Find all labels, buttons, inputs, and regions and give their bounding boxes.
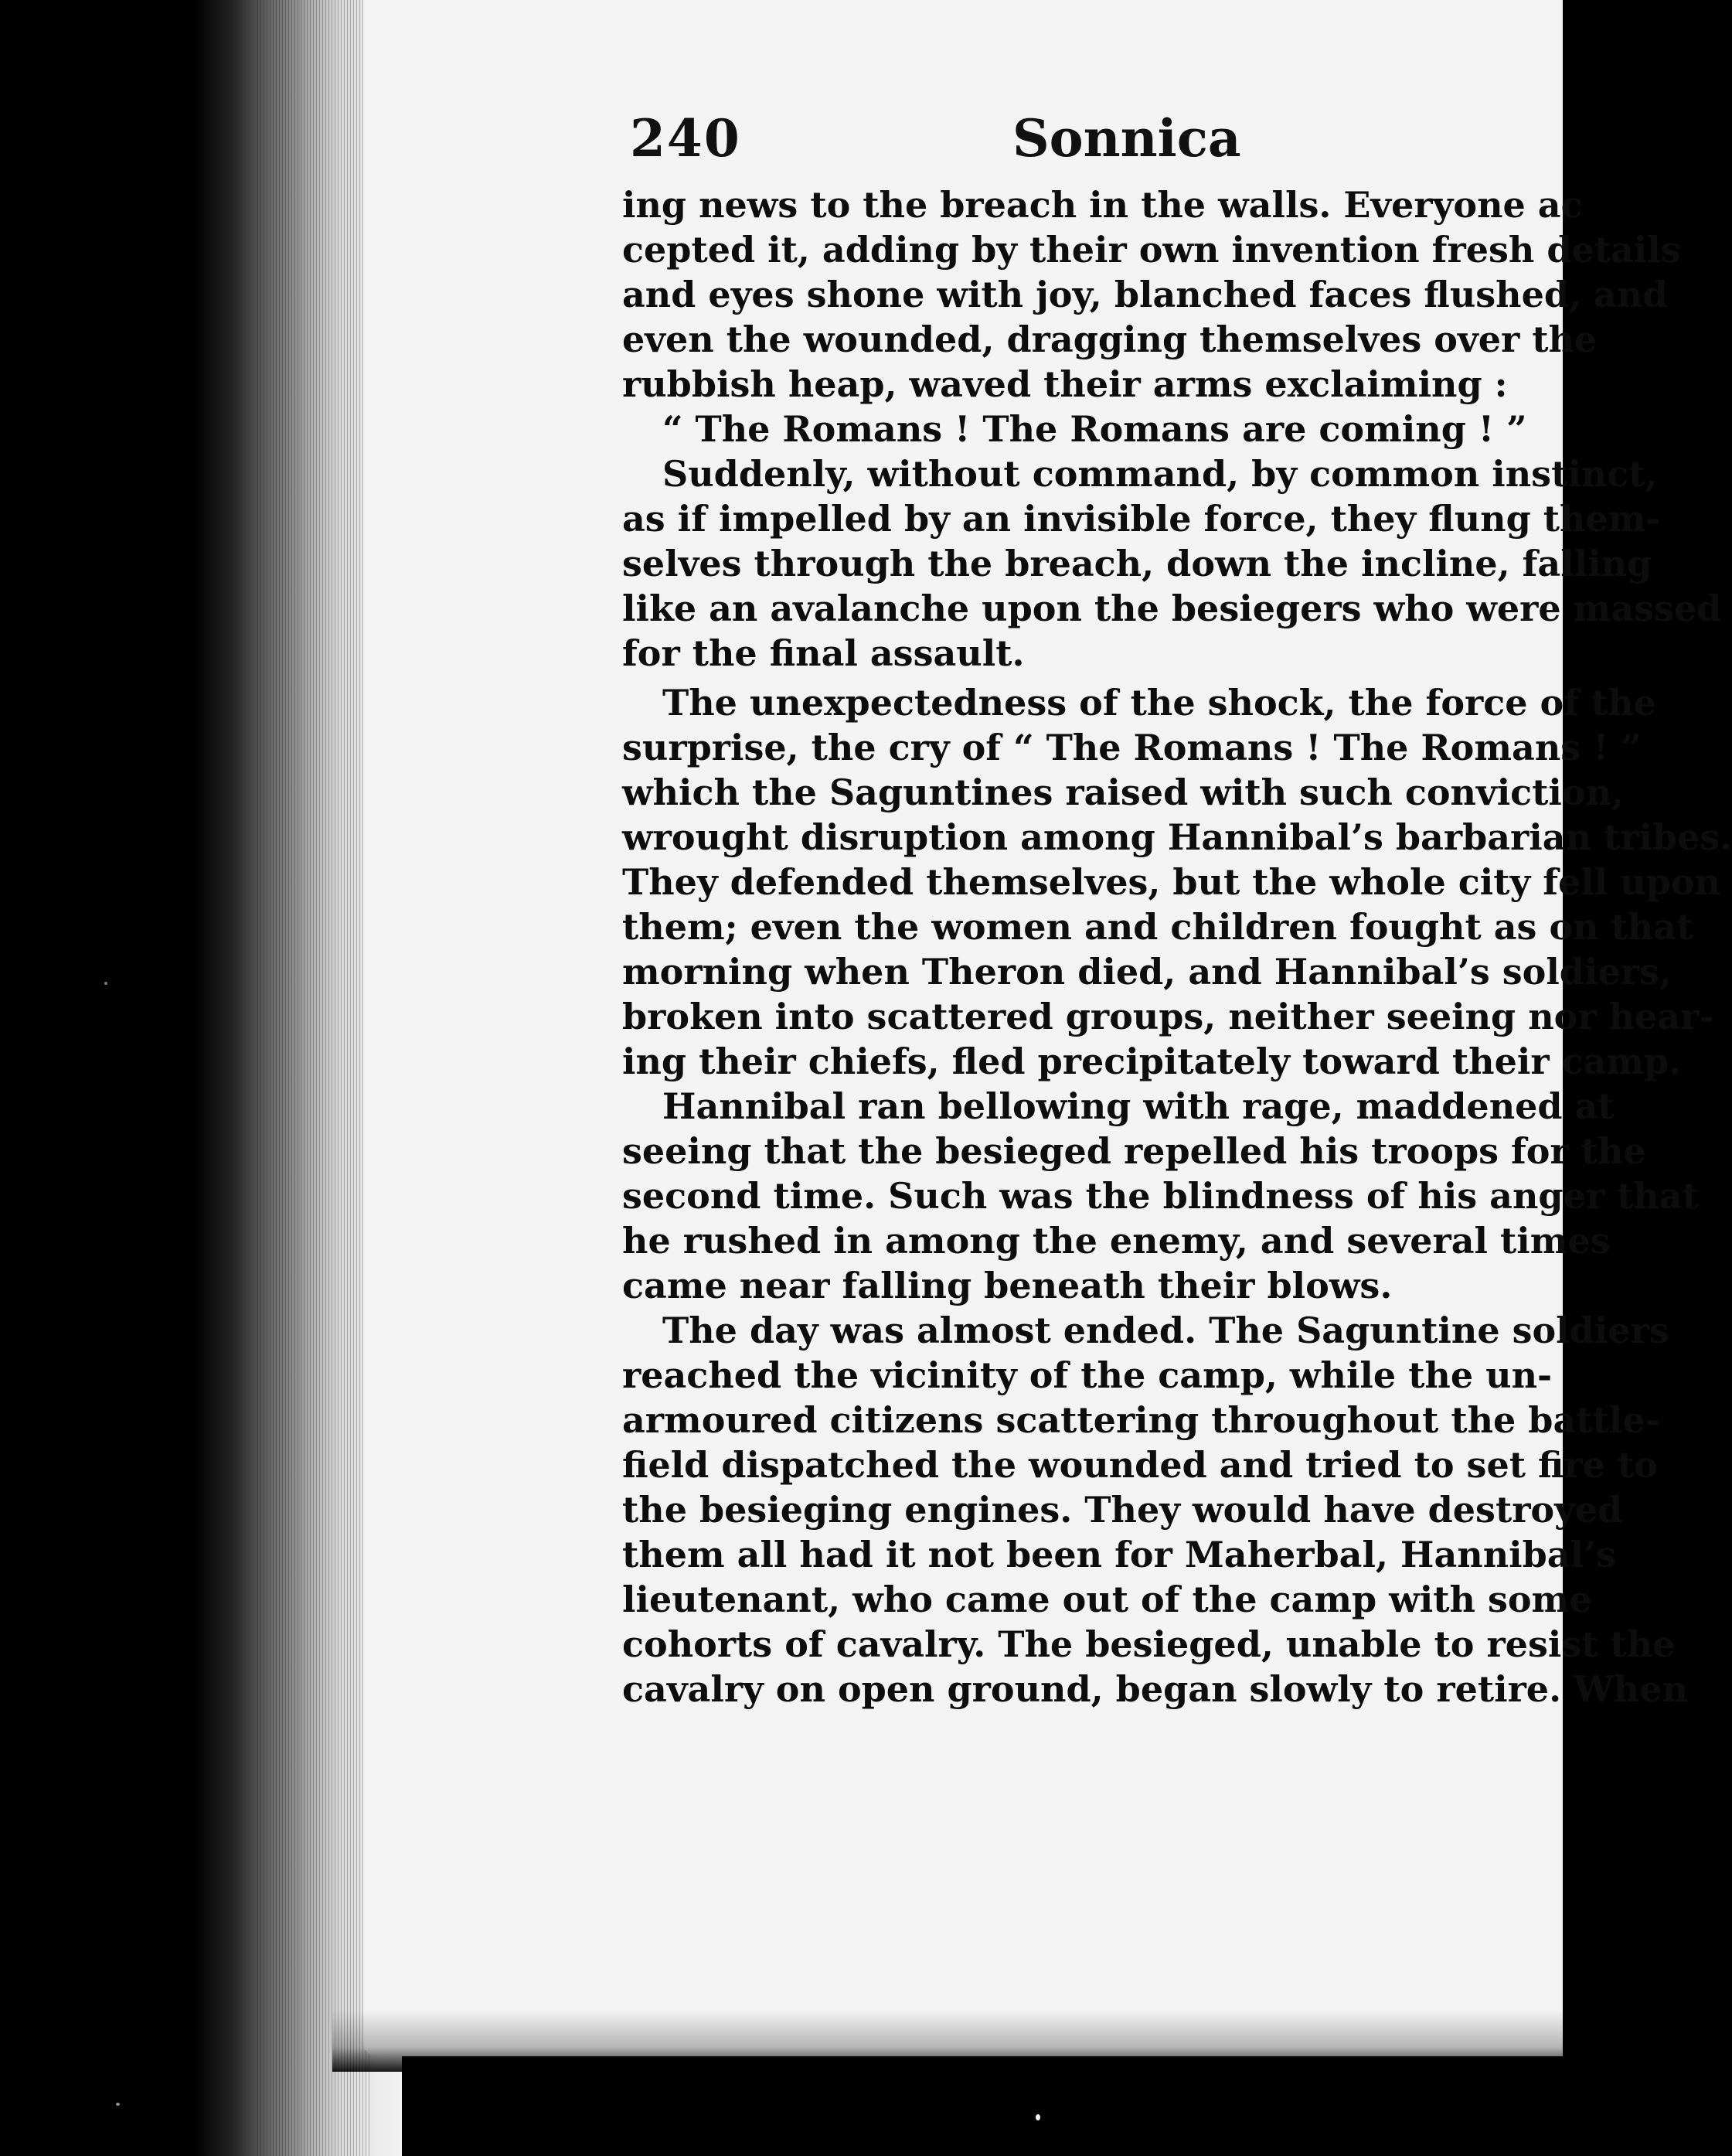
text-line: them all had it not been for Maherbal, Hannibal’s bbox=[622, 1534, 1616, 1575]
text-line: ing their chiefs, fled precipitately toward their camp. bbox=[622, 1041, 1682, 1082]
text-line: rubbish heap, waved their arms exclaiming : bbox=[622, 363, 1508, 405]
body-text bbox=[622, 182, 1732, 1712]
text-line: field dispatched the wounded and tried to set fire to bbox=[622, 1444, 1658, 1486]
text-line: “ The Romans ! The Romans are coming ! ” bbox=[662, 408, 1527, 450]
text-line: surprise, the cry of “ The Romans ! The Romans ! ” bbox=[622, 727, 1642, 768]
text-line: morning when Theron died, and Hannibal’s soldiers, bbox=[622, 951, 1672, 993]
text-line: armoured citizens scattering throughout the battle- bbox=[622, 1399, 1660, 1441]
text-line: ing news to the breach in the walls. Everyone ac bbox=[622, 184, 1583, 226]
text-line: he rushed in among the enemy, and several times bbox=[622, 1220, 1611, 1262]
text-line: Hannibal ran bellowing with rage, maddened at bbox=[662, 1085, 1615, 1127]
text-line: cepted it, adding by their own invention fresh details bbox=[622, 229, 1681, 271]
page-number: 240 bbox=[630, 108, 741, 169]
text-line: cavalry on open ground, began slowly to retire. When bbox=[622, 1668, 1688, 1710]
text-line: The unexpectedness of the shock, the force of the bbox=[662, 682, 1656, 724]
scan-speck bbox=[104, 982, 107, 985]
text-line: Suddenly, without command, by common instinct, bbox=[662, 453, 1658, 495]
text-line: as if impelled by an invisible force, they flung them- bbox=[622, 498, 1661, 540]
text-line: The day was almost ended. The Saguntine soldiers bbox=[662, 1310, 1669, 1351]
text-line: and eyes shone with joy, blanched faces flushed, and bbox=[622, 274, 1668, 315]
scan-speck bbox=[1036, 2114, 1040, 2120]
text-line: even the wounded, dragging themselves over the bbox=[622, 318, 1598, 360]
page-bottom-shadow bbox=[332, 2010, 1563, 2072]
text-line: them; even the women and children fought as on that bbox=[622, 906, 1693, 948]
text-line: second time. Such was the blindness of his anger that bbox=[622, 1175, 1699, 1217]
scan-speck bbox=[116, 2103, 120, 2106]
text-line: came near falling beneath their blows. bbox=[622, 1265, 1393, 1306]
text-line: wrought disruption among Hannibal’s barbarian tribes. bbox=[622, 816, 1732, 858]
text-line: selves through the breach, down the incline, falling bbox=[622, 543, 1652, 584]
text-line: They defended themselves, but the whole city fell upon bbox=[622, 861, 1720, 903]
running-title: Sonnica bbox=[1012, 108, 1241, 169]
page-edges bbox=[255, 0, 371, 2156]
text-line: for the final assault. bbox=[622, 632, 1025, 674]
page-header bbox=[630, 108, 1563, 178]
text-line: which the Saguntines raised with such conviction, bbox=[622, 771, 1625, 813]
text-line: like an avalanche upon the besiegers who were massed bbox=[622, 588, 1722, 629]
text-line: lieutenant, who came out of the camp with some bbox=[622, 1579, 1592, 1620]
text-line: the besieging engines. They would have destroyed bbox=[622, 1489, 1623, 1531]
text-line: reached the vicinity of the camp, while the un- bbox=[622, 1354, 1553, 1396]
text-line: broken into scattered groups, neither seeing nor hear- bbox=[622, 996, 1714, 1037]
text-line: cohorts of cavalry. The besieged, unable to resist the bbox=[622, 1623, 1676, 1665]
text-line: seeing that the besieged repelled his troops for the bbox=[622, 1130, 1646, 1172]
